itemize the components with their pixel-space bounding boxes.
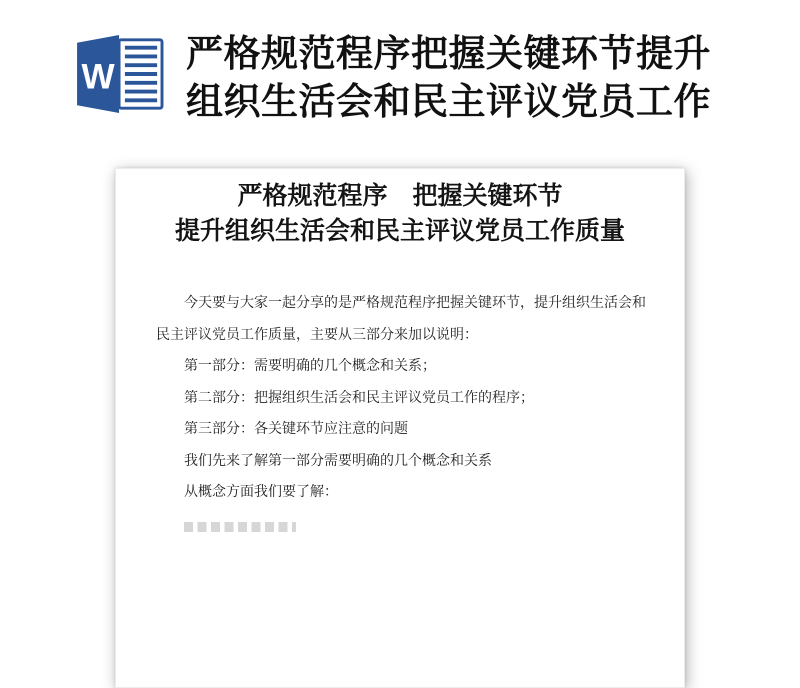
page-title bbox=[186, 30, 711, 126]
word-icon bbox=[74, 33, 168, 115]
page-title-line-1: 严格规范程序把握关键环节提升 bbox=[186, 33, 711, 74]
clipped-next-line bbox=[184, 522, 296, 532]
document-preview-page[interactable] bbox=[115, 168, 685, 688]
list-item-part-1: 第一部分：需要明确的几个概念和关系； bbox=[184, 359, 436, 374]
document-title-line-2: 提升组织生活会和民主评议党员工作质量 bbox=[174, 217, 625, 245]
document-body bbox=[156, 288, 644, 532]
document-title-line-1: 严格规范程序 把握关键环节 bbox=[237, 182, 563, 210]
paragraph-intro-line-1: 今天要与大家一起分享的是严格规范程序把握关键环节，提升组织生活会和 bbox=[184, 296, 646, 311]
document-title bbox=[156, 179, 644, 249]
page-title-line-2: 组织生活会和民主评议党员工作 bbox=[186, 81, 711, 122]
list-item-part-2: 第二部分：把握组织生活会和民主评议党员工作的程序； bbox=[184, 390, 534, 406]
paragraph-intro-line-2: 民主评议党员工作质量，主要从三部分来加以说明： bbox=[156, 327, 478, 343]
word-icon-letter: W bbox=[81, 57, 115, 97]
page-header bbox=[74, 30, 711, 126]
word-icon-sheet-lines bbox=[125, 48, 157, 101]
paragraph-transition: 我们先来了解第一部分需要明确的几个概念和关系 bbox=[184, 453, 492, 469]
list-item-part-3: 第三部分：各关键环节应注意的问题 bbox=[184, 422, 408, 437]
paragraph-concept: 从概念方面我们要了解： bbox=[184, 485, 338, 500]
